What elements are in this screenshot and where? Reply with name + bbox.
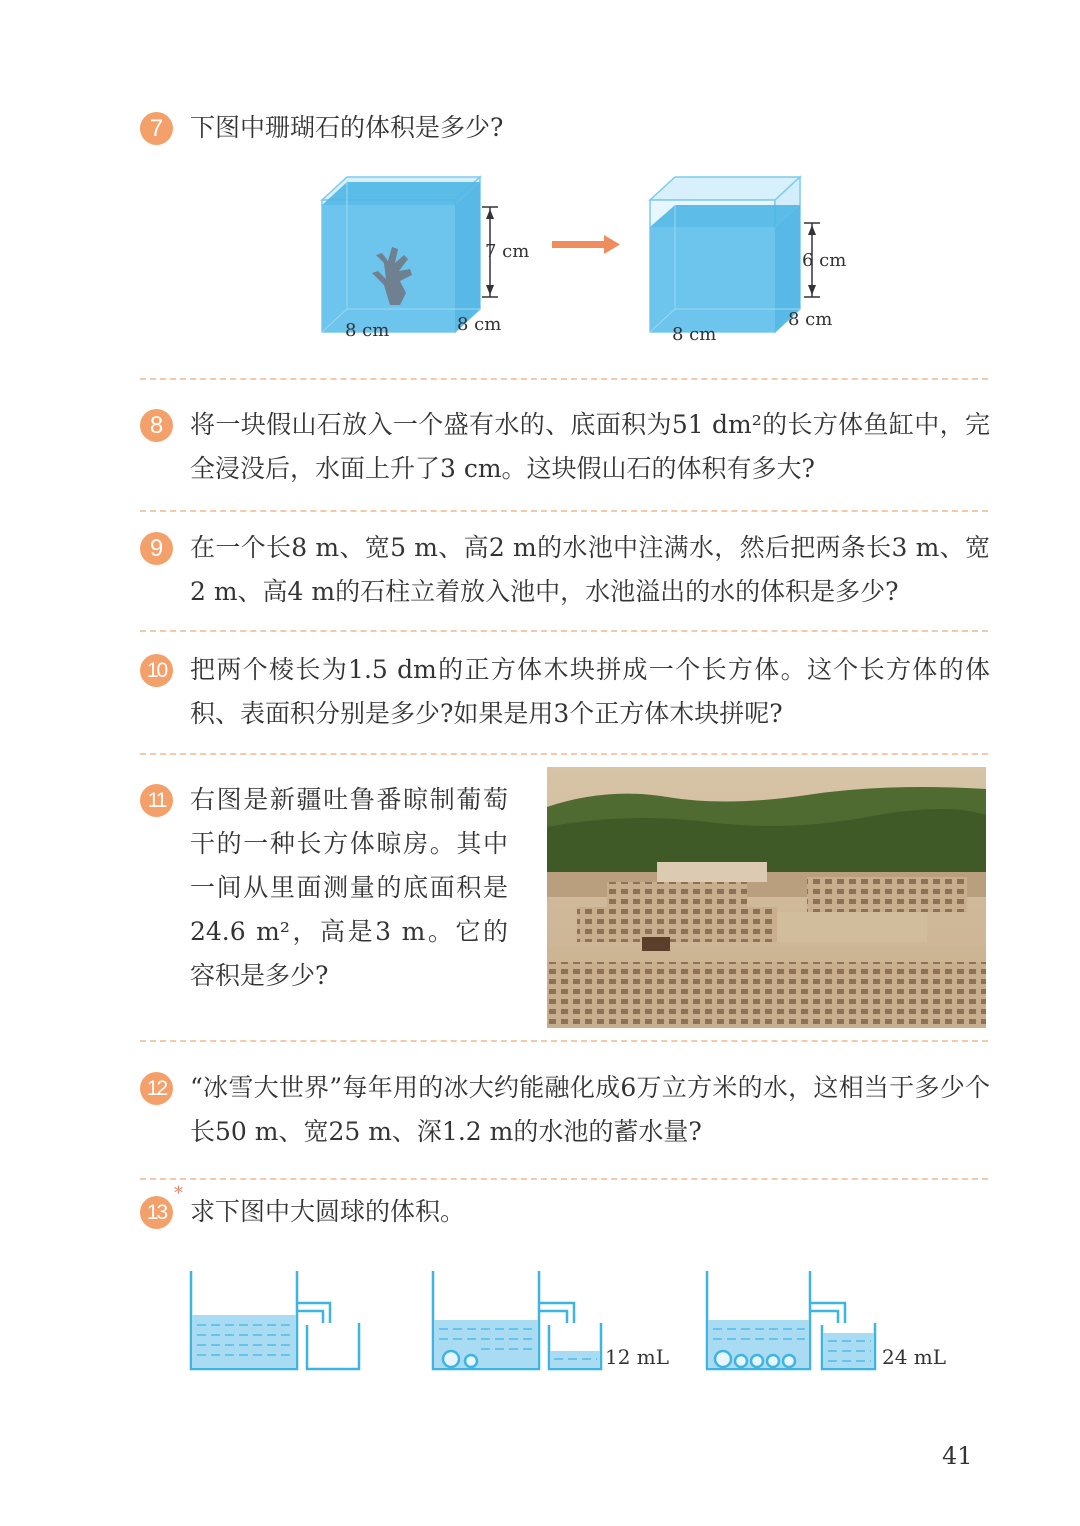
- right-base-label: 8 cm: [672, 324, 717, 345]
- right-height-label: 6 cm: [802, 250, 847, 271]
- tank-without-coral: [650, 177, 846, 345]
- overflow-1-label: 12 mL: [605, 1345, 670, 1369]
- question-text: 下图中珊瑚石的体积是多少?: [190, 113, 504, 142]
- left-height-label: 7 cm: [485, 241, 530, 262]
- aquarium-figure: [300, 165, 880, 355]
- left-depth-label: 8 cm: [457, 314, 502, 335]
- question-text: 右图是新疆吐鲁番晾制葡萄干的一种长方体晾房。其中一间从里面测量的底面积是24.6 m²，高是3 m。它的容积是多少?: [190, 785, 508, 990]
- left-base-label: 8 cm: [345, 320, 390, 341]
- ball-volume-figure: [185, 1265, 965, 1380]
- divider: [140, 378, 988, 380]
- right-depth-label: 8 cm: [788, 309, 833, 330]
- question-text: 把两个棱长为1.5 dm的正方体木块拼成一个长方体。这个长方体的体积、表面积分别是多少?如果是用3个正方体木块拼呢?: [190, 655, 990, 728]
- overflow-2-label: 24 mL: [882, 1345, 947, 1369]
- divider: [140, 1178, 988, 1180]
- divider: [140, 753, 988, 755]
- question-number-badge: 10: [140, 654, 173, 687]
- question-text: 在一个长8 m、宽5 m、高2 m的水池中注满水，然后把两条长3 m、宽2 m、高4 m的石柱立着放入池中，水池溢出的水的体积是多少?: [190, 533, 990, 606]
- question-number-badge: 9: [140, 532, 173, 565]
- question-number-badge: 13: [140, 1196, 173, 1229]
- question-text: “冰雪大世界”每年用的冰大约能融化成6万立方米的水，这相当于多少个长50 m、宽25 m、深1.2 m的水池的蓄水量?: [190, 1073, 990, 1146]
- overflow-tank-five-balls: [707, 1271, 875, 1369]
- tank-with-coral: [322, 177, 529, 341]
- question-text: 将一块假山石放入一个盛有水的、底面积为51 dm²的长方体鱼缸中，完全浸没后，水面上升了3 cm。这块假山石的体积有多大?: [190, 410, 990, 483]
- question-number-badge: 7: [140, 112, 173, 145]
- divider: [140, 510, 988, 512]
- arrow-right-icon: [552, 235, 620, 254]
- divider: [140, 630, 988, 632]
- page-number: 41: [942, 1442, 973, 1470]
- overflow-tank-empty: [191, 1271, 359, 1369]
- question-number-badge: 8: [140, 409, 173, 442]
- divider: [140, 1040, 988, 1042]
- drying-house-photo: [547, 767, 986, 1028]
- question-number-badge: 12: [140, 1072, 173, 1105]
- challenge-star: *: [174, 1183, 183, 1204]
- overflow-tank-two-balls: [433, 1271, 601, 1369]
- question-text: 求下图中大圆球的体积。: [190, 1197, 466, 1226]
- question-number-badge: 11: [140, 784, 173, 817]
